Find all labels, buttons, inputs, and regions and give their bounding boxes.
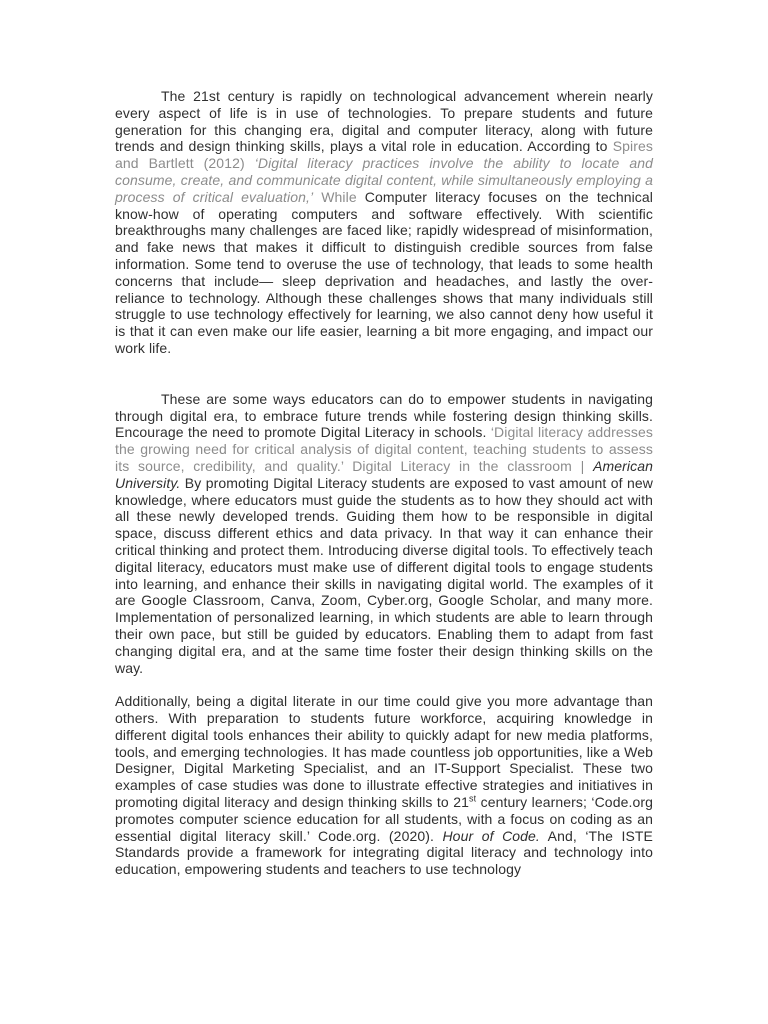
paragraph-1-segment-4: While — [313, 188, 365, 205]
paragraph-1-segment-2: Spires and Bartlett (2012) — [115, 138, 653, 172]
paragraph-1-segment-3: ‘Digital literacy practices involve the ability to locate and consume, create, and communicate digital content, while simultaneously employing a process of critical evaluation,’ — [115, 155, 653, 205]
paragraph-3-segment-3: century learners; ‘Code.org promotes computer science education for all students, with a focus on coding as an essential digital literacy skill.’ Code.org. (2020). — [115, 794, 653, 844]
paragraph-2-segment-4: By promoting Digital Literacy students are exposed to vast amount of new knowledge, where educators must guide the students as to how they should act with all these newly developed trends. Guiding them how to be responsible in digital space, discuss different ethics and data privacy. In that way it can enhance their critical thinking and protect them. Introducing diverse digital tools. To effectively teach digital literacy, educators must make use of different digital tools to engage students into learning, and enhance their skills in navigating digital world. The examples of it are Google Classroom, Canva, Zoom, Cyber.org, Google Scholar, and many more. Implementation of personalized learning, in which students are able to learn through their own pace, but still be guided by educators. Enabling them to adapt from fast changing digital era, and at the same time foster their design thinking skills on the way. — [115, 474, 653, 676]
paragraph-3 — [115, 693, 653, 878]
paragraph-2-segment-1: These are some ways educators can do to empower students in navigating through digital era, to embrace future trends while fostering design thinking skills. Encourage the need to promote Digital Literacy in schools. — [115, 390, 653, 441]
paragraph-1-segment-1: The 21st century is rapidly on technological advancement wherein nearly every aspect of life is in use of technologies. To prepare students and future generation for this changing era, digital and computer literacy, along with future trends and design thinking skills, plays a vital role in education. According to — [115, 88, 653, 155]
document-text — [115, 88, 653, 878]
paragraph-3-segment-4: Hour of Code. — [442, 827, 540, 844]
paragraph-3-segment-1: Additionally, being a digital literate in our time could give you more advantage than others. With preparation to students future workforce, acquiring knowledge in different digital tools enhances their ability to quickly adapt for new media platforms, tools, and emerging technologies. It has made countless job opportunities, like a Web Designer, Digital Marketing Specialist, and an IT-Support Specialist. These two examples of case studies was done to illustrate effective strategies and initiatives in promoting digital literacy and design thinking skills to 21 — [115, 693, 653, 811]
paragraph-2-segment-2: ‘Digital literacy addresses the growing need for critical analysis of digital content, teaching students to assess its source, credibility, and quality.’ Digital Literacy in the classroom | — [115, 424, 653, 474]
paragraph-3-segment-5: And, ‘The ISTE Standards provide a framework for integrating digital literacy and technology into education, empowering students and teachers to use technology — [115, 827, 653, 878]
paragraph-2 — [115, 391, 653, 677]
paragraph-1 — [115, 88, 653, 357]
paragraph-3-segment-2: st — [468, 793, 477, 804]
paragraph-1-segment-5: Computer literacy focuses on the technical know-how of operating computers and software effectively. With scientific breakthroughs many challenges are faced like; rapidly widespread of misinformation, and fake news that makes it difficult to distinguish credible sources from false information. Some tend to overuse the use of technology, that leads to some health concerns that include— sleep deprivation and headaches, and lastly the over-reliance to technology. Although these challenges shows that many individuals still struggle to use technology effectively for learning, we also cannot deny how useful it is that it can even make our life easier, learning a bit more engaging, and impact our work life. — [115, 188, 653, 356]
paragraph-2-segment-3: American University. — [115, 457, 653, 491]
